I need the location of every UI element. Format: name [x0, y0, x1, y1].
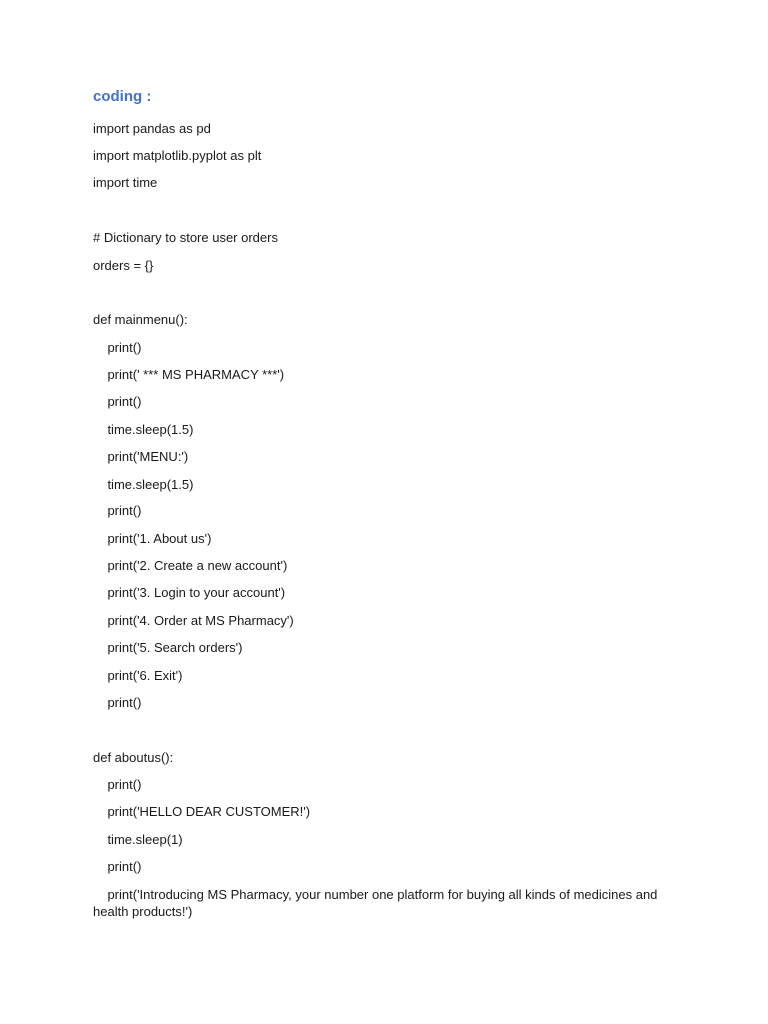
code-line: print() — [93, 340, 142, 355]
code-line: print('MENU:') — [93, 449, 189, 464]
function-definition-line: def mainmenu(): — [93, 312, 188, 327]
code-comment-line: # Dictionary to store user orders — [93, 230, 278, 245]
code-line: print() — [93, 695, 142, 710]
code-line: print() — [93, 503, 142, 518]
code-line: time.sleep(1) — [93, 832, 183, 847]
code-line: time.sleep(1.5) — [93, 477, 194, 492]
code-line: print('6. Exit') — [93, 668, 183, 683]
code-line: import matplotlib.pyplot as plt — [93, 148, 262, 163]
code-line: print() — [93, 859, 142, 874]
code-line: print(' *** MS PHARMACY ***') — [93, 367, 285, 382]
code-line: print('5. Search orders') — [93, 640, 243, 655]
code-line: import time — [93, 175, 158, 190]
code-line: print() — [93, 394, 142, 409]
code-line: print('2. Create a new account') — [93, 558, 288, 573]
code-line: time.sleep(1.5) — [93, 422, 194, 437]
code-line: print('4. Order at MS Pharmacy') — [93, 613, 294, 628]
code-line: import pandas as pd — [93, 121, 211, 136]
code-line: print('Introducing MS Pharmacy, your number one platform for buying all kinds of medicines and health products!') — [93, 887, 662, 919]
section-heading: coding : — [93, 88, 152, 105]
code-line: print('3. Login to your account') — [93, 585, 286, 600]
code-line: print() — [93, 777, 142, 792]
code-line: print('1. About us') — [93, 531, 212, 546]
code-line: print('HELLO DEAR CUSTOMER!') — [93, 804, 311, 819]
code-line: orders = {} — [93, 258, 154, 273]
function-definition-line: def aboutus(): — [93, 750, 174, 765]
